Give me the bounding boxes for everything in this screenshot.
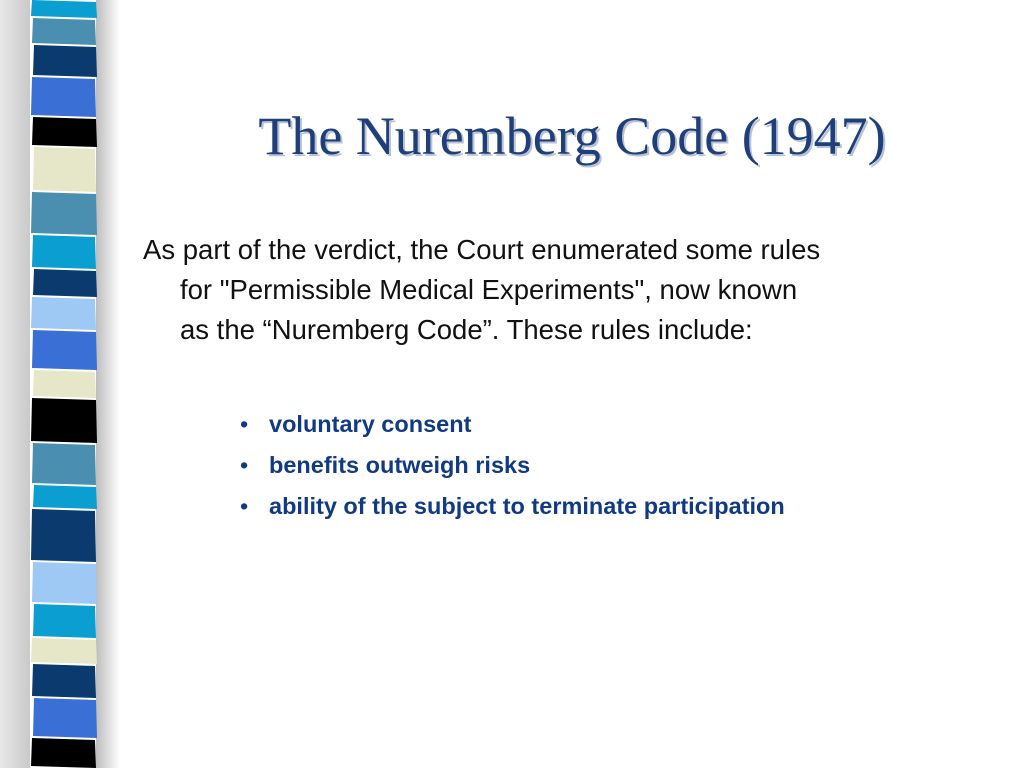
strip-block	[32, 117, 97, 147]
list-item	[240, 404, 1000, 445]
strip-block	[31, 738, 96, 768]
list-item	[240, 445, 1000, 486]
decorative-side-strip	[0, 0, 120, 768]
strip-block	[32, 18, 96, 45]
intro-paragraph	[143, 230, 1003, 350]
strip-block	[33, 147, 96, 192]
strip-block	[31, 297, 96, 330]
side-strip-graphic	[0, 0, 120, 768]
rule-text: ability of the subject to terminate participation	[269, 493, 785, 519]
strip-block	[32, 235, 96, 269]
strip-block	[31, 192, 97, 235]
strip-block	[32, 664, 96, 698]
strip-block	[32, 330, 97, 370]
bullet-icon: •	[240, 493, 249, 519]
bullet-icon: •	[240, 452, 249, 478]
rule-text: benefits outweigh risks	[269, 452, 531, 478]
strip-block	[31, 77, 96, 117]
strip-block	[31, 509, 96, 562]
strip-block	[32, 443, 96, 485]
strip-block	[31, 0, 97, 18]
rule-text: voluntary consent	[269, 411, 472, 437]
slide-title: The Nuremberg Code (1947)	[258, 106, 886, 166]
intro-line: for "Permissible Medical Experiments", now known	[180, 274, 798, 305]
rules-list	[240, 404, 1000, 527]
strip-block	[31, 398, 97, 443]
strip-block	[33, 485, 97, 509]
strip-block	[33, 269, 97, 297]
strip-block	[33, 45, 97, 77]
strip-block	[32, 562, 97, 604]
strip-block	[33, 370, 96, 398]
strip-block	[33, 698, 97, 738]
bullet-icon: •	[240, 411, 249, 437]
list-item	[240, 486, 1000, 527]
strip-block	[33, 604, 96, 638]
intro-line: As part of the verdict, the Court enumerated some rules	[143, 234, 821, 265]
strip-block	[31, 638, 97, 664]
intro-line: as the “Nuremberg Code”. These rules include:	[180, 314, 753, 345]
